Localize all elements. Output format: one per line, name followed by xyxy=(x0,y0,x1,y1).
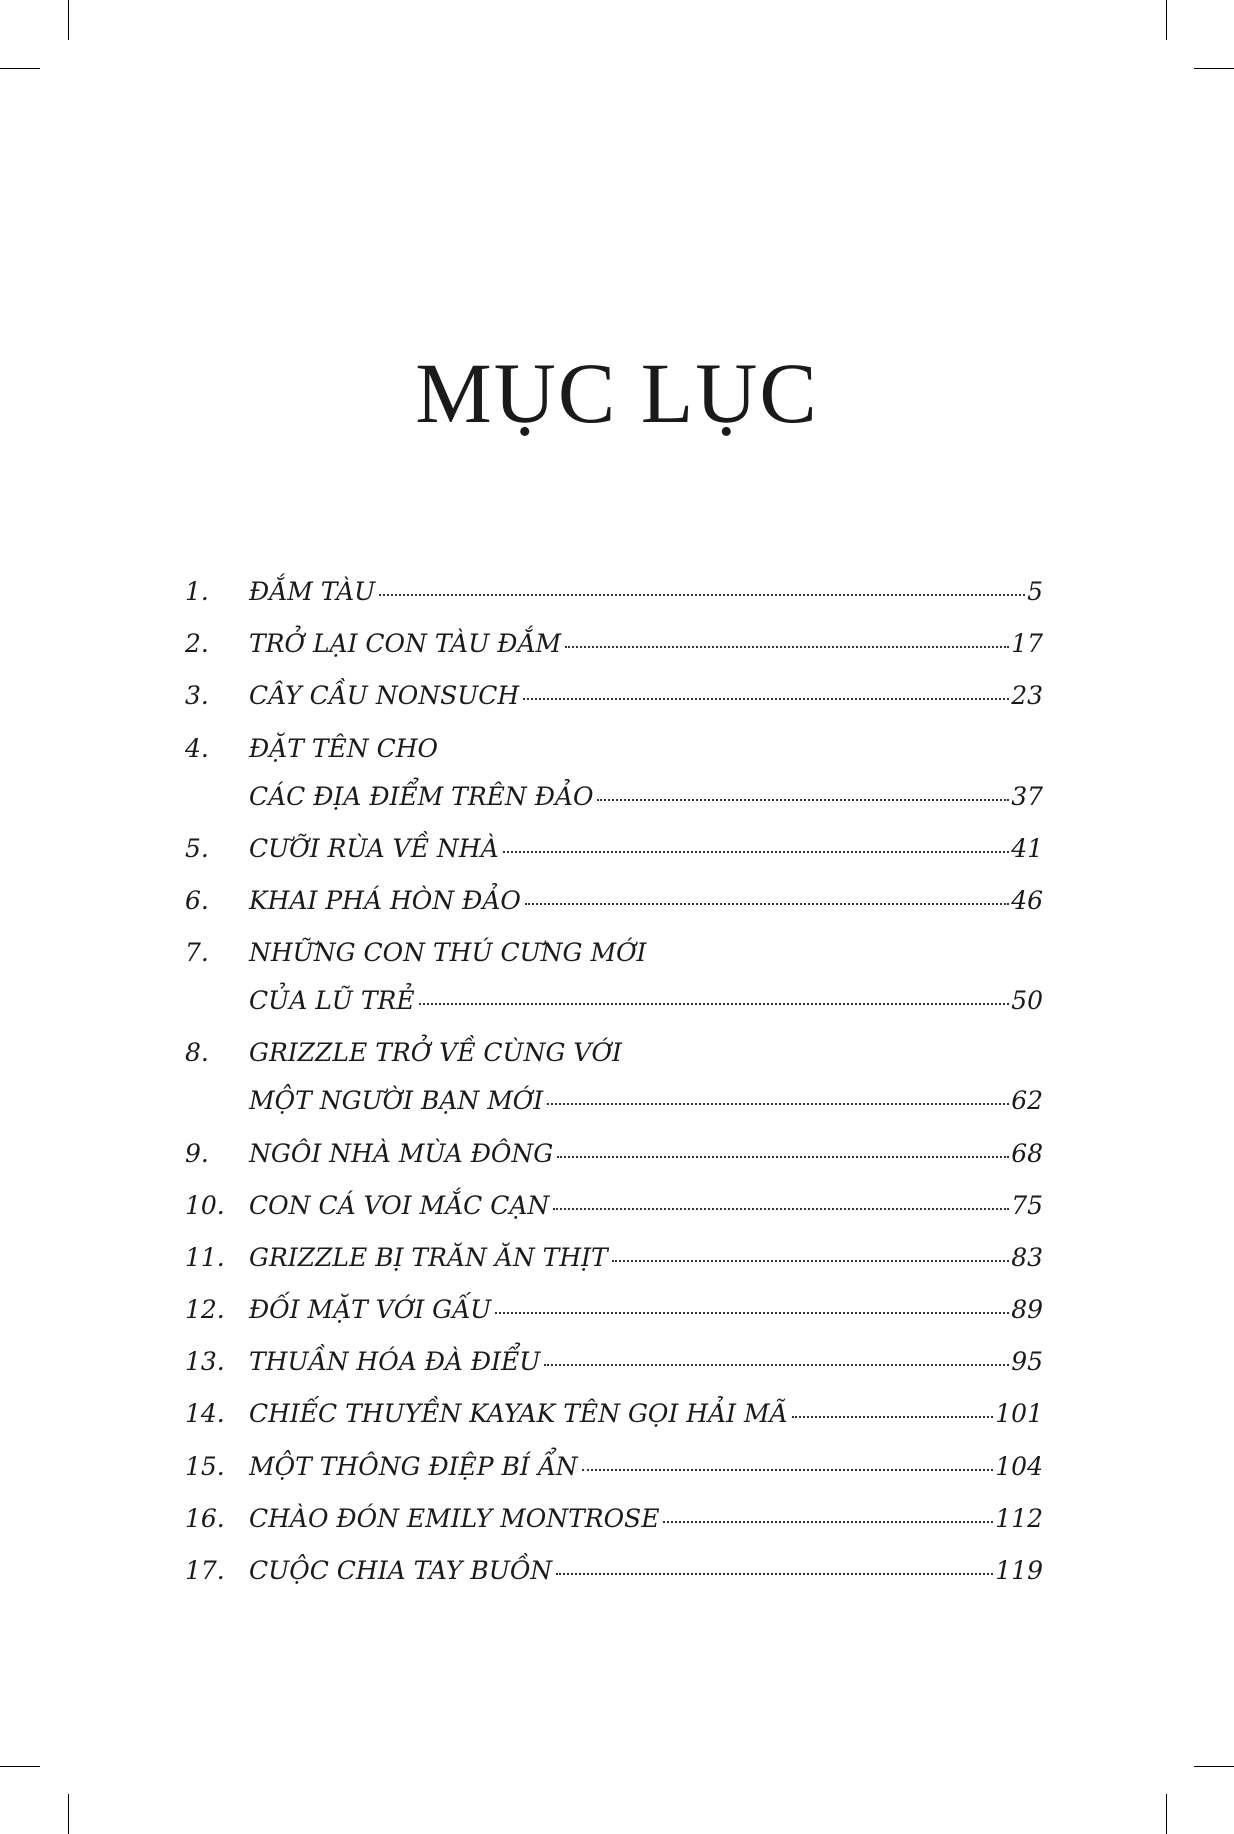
crop-mark-top-right-vertical xyxy=(1166,0,1167,40)
toc-entry-page-number: 104 xyxy=(995,1451,1043,1481)
toc-entry-number: 8. xyxy=(185,1038,209,1068)
toc-entry-page-number: 50 xyxy=(1011,986,1043,1016)
crop-mark-top-left-horizontal xyxy=(0,68,40,69)
toc-entry-title-line1: GRIZZLE TRỞ VỀ CÙNG VỚI xyxy=(249,1038,622,1068)
table-of-contents xyxy=(185,568,1043,1599)
toc-entry-leader-line xyxy=(249,1130,1043,1178)
toc-entry[interactable] xyxy=(185,1130,1043,1178)
toc-entry-number: 15. xyxy=(185,1451,225,1481)
toc-entry-page-number: 23 xyxy=(1011,681,1043,711)
toc-entry-leader-line xyxy=(249,1338,1043,1386)
toc-entry-page-number: 41 xyxy=(1011,833,1043,863)
toc-entry-number: 14. xyxy=(185,1399,225,1429)
crop-mark-bottom-left-horizontal xyxy=(0,1766,40,1767)
toc-entry[interactable] xyxy=(185,1286,1043,1334)
dot-leader xyxy=(525,903,1009,905)
toc-entry-body xyxy=(249,1443,1043,1491)
crop-mark-bottom-right-vertical xyxy=(1166,1794,1167,1834)
toc-entry[interactable] xyxy=(185,568,1043,616)
toc-entry-leader-line xyxy=(249,1286,1043,1334)
toc-entry-leader-line xyxy=(249,672,1043,720)
toc-entry-page-number: 89 xyxy=(1011,1295,1043,1325)
toc-entry-number: 9. xyxy=(185,1138,209,1168)
toc-entry-leader-line xyxy=(249,620,1043,668)
page-title: MỤC LỤC xyxy=(415,345,819,441)
toc-entry-number: 3. xyxy=(185,681,209,711)
toc-entry-body xyxy=(249,1286,1043,1334)
toc-entry-title: CHIẾC THUYỀN KAYAK TÊN GỌI HẢI MÃ xyxy=(249,1399,788,1429)
toc-entry-page-number: 101 xyxy=(995,1399,1043,1429)
dot-leader xyxy=(663,1521,993,1523)
toc-entry-page-number: 62 xyxy=(1011,1086,1043,1116)
toc-entry-page-number: 68 xyxy=(1011,1138,1043,1168)
toc-entry-leader-line xyxy=(249,568,1043,616)
toc-entry-title: CUỘC CHIA TAY BUỒN xyxy=(249,1556,553,1585)
toc-entry-number: 2. xyxy=(185,629,209,659)
toc-entry[interactable] xyxy=(185,1495,1043,1543)
toc-entry[interactable] xyxy=(185,929,1043,1025)
toc-entry-page-number: 17 xyxy=(1011,629,1043,659)
toc-entry-title: CÁC ĐỊA ĐIỂM TRÊN ĐẢO xyxy=(249,781,594,811)
dot-leader xyxy=(612,1260,1010,1262)
toc-entry-leader-line xyxy=(249,877,1043,925)
toc-entry[interactable] xyxy=(185,1547,1043,1595)
dot-leader xyxy=(597,799,1009,801)
toc-entry-body xyxy=(249,1495,1043,1543)
toc-entry[interactable] xyxy=(185,1443,1043,1491)
toc-entry-page-number: 5 xyxy=(1027,577,1043,606)
toc-entry-leader-line xyxy=(249,977,1043,1025)
toc-entry[interactable] xyxy=(185,725,1043,821)
toc-entry[interactable] xyxy=(185,1338,1043,1386)
toc-entry[interactable] xyxy=(185,877,1043,925)
toc-entry-title: CHÀO ĐÓN EMILY MONTROSE xyxy=(249,1503,660,1533)
toc-entry-title: KHAI PHÁ HÒN ĐẢO xyxy=(249,885,521,915)
crop-mark-bottom-right-horizontal xyxy=(1194,1766,1234,1767)
toc-entry-number: 17. xyxy=(185,1556,225,1585)
toc-entry-title: MỘT NGƯỜI BẠN MỚI xyxy=(249,1086,544,1116)
toc-entry[interactable] xyxy=(185,1182,1043,1230)
toc-entry-body xyxy=(249,1130,1043,1178)
toc-entry-title-line1: NHỮNG CON THÚ CƯNG MỚI xyxy=(249,938,647,968)
dot-leader xyxy=(379,594,1025,596)
toc-entry-leader-line xyxy=(249,1495,1043,1543)
toc-entry-page-number: 83 xyxy=(1011,1242,1043,1272)
toc-entry-title: CÂY CẦU NONSUCH xyxy=(249,681,520,711)
toc-entry-title: ĐẮM TÀU xyxy=(249,577,376,606)
toc-entry-leader-line xyxy=(249,1234,1043,1282)
toc-entry[interactable] xyxy=(185,672,1043,720)
toc-entry-title: GRIZZLE BỊ TRĂN ĂN THỊT xyxy=(249,1242,608,1272)
dot-leader xyxy=(792,1416,994,1418)
crop-mark-top-left-vertical xyxy=(68,0,69,40)
toc-entry-leader-line xyxy=(249,825,1043,873)
toc-entry-body xyxy=(249,568,1043,616)
dot-leader xyxy=(547,1103,1009,1105)
toc-entry-title: CƯỠI RÙA VỀ NHÀ xyxy=(249,833,499,863)
toc-entry[interactable] xyxy=(185,825,1043,873)
toc-entry-number: 1. xyxy=(185,577,209,606)
toc-entry-page-number: 75 xyxy=(1011,1190,1043,1220)
toc-entry-body xyxy=(249,672,1043,720)
toc-entry-title: NGÔI NHÀ MÙA ĐÔNG xyxy=(249,1138,554,1168)
toc-entry-leader-line xyxy=(249,1443,1043,1491)
toc-entry-body xyxy=(249,1182,1043,1230)
toc-entry-number: 7. xyxy=(185,938,209,968)
crop-mark-top-right-horizontal xyxy=(1194,68,1234,69)
toc-entry-number: 6. xyxy=(185,885,209,915)
toc-entry-title-line1: ĐẶT TÊN CHO xyxy=(249,733,439,763)
toc-entry-title: THUẦN HÓA ĐÀ ĐIỂU xyxy=(249,1347,541,1377)
toc-entry-page-number: 37 xyxy=(1011,781,1043,811)
toc-entry-title: MỘT THÔNG ĐIỆP BÍ ẨN xyxy=(249,1451,578,1481)
toc-entry-number: 11. xyxy=(185,1242,225,1272)
toc-entry-page-number: 112 xyxy=(995,1503,1043,1533)
dot-leader xyxy=(557,1156,1009,1158)
dot-leader xyxy=(582,1469,994,1471)
toc-entry-number: 4. xyxy=(185,733,209,763)
toc-entry[interactable] xyxy=(185,1029,1043,1125)
toc-entry-number: 5. xyxy=(185,833,209,863)
toc-entry-body xyxy=(249,1029,1043,1125)
dot-leader xyxy=(565,646,1009,648)
toc-entry-number: 13. xyxy=(185,1347,225,1377)
dot-leader xyxy=(419,1003,1010,1005)
toc-entry-leader-line xyxy=(249,1390,1043,1438)
toc-entry-leader-line xyxy=(249,1077,1043,1125)
toc-entry-body xyxy=(249,929,1043,1025)
toc-entry-leader-line xyxy=(249,1547,1043,1595)
toc-entry-title: CỦA LŨ TRẺ xyxy=(249,986,415,1016)
toc-entry[interactable] xyxy=(185,1390,1043,1438)
toc-entry-body xyxy=(249,725,1043,821)
dot-leader xyxy=(553,1208,1009,1210)
toc-entry[interactable] xyxy=(185,620,1043,668)
dot-leader xyxy=(523,698,1009,700)
toc-entry-title: ĐỐI MẶT VỚI GẤU xyxy=(249,1295,492,1325)
toc-entry-body xyxy=(249,1234,1043,1282)
dot-leader xyxy=(503,851,1010,853)
toc-entry-body xyxy=(249,877,1043,925)
toc-entry-body xyxy=(249,1338,1043,1386)
toc-entry-title: TRỞ LẠI CON TÀU ĐẮM xyxy=(249,629,562,659)
toc-entry-number: 16. xyxy=(185,1503,225,1533)
toc-entry-number: 12. xyxy=(185,1295,225,1325)
toc-entry-number: 10. xyxy=(185,1190,225,1220)
toc-entry-page-number: 119 xyxy=(995,1556,1043,1585)
crop-mark-bottom-left-vertical xyxy=(68,1794,69,1834)
toc-entry-body xyxy=(249,1547,1043,1595)
dot-leader xyxy=(544,1364,1009,1366)
toc-entry-page-number: 95 xyxy=(1011,1347,1043,1377)
toc-entry-body xyxy=(249,825,1043,873)
dot-leader xyxy=(495,1312,1009,1314)
toc-entry-leader-line xyxy=(249,1182,1043,1230)
toc-entry-body xyxy=(249,1390,1043,1438)
toc-entry-body xyxy=(249,620,1043,668)
dot-leader xyxy=(556,1573,993,1575)
toc-entry-leader-line xyxy=(249,773,1043,821)
toc-entry-page-number: 46 xyxy=(1011,885,1043,915)
toc-entry[interactable] xyxy=(185,1234,1043,1282)
toc-entry-title: CON CÁ VOI MẮC CẠN xyxy=(249,1190,550,1220)
